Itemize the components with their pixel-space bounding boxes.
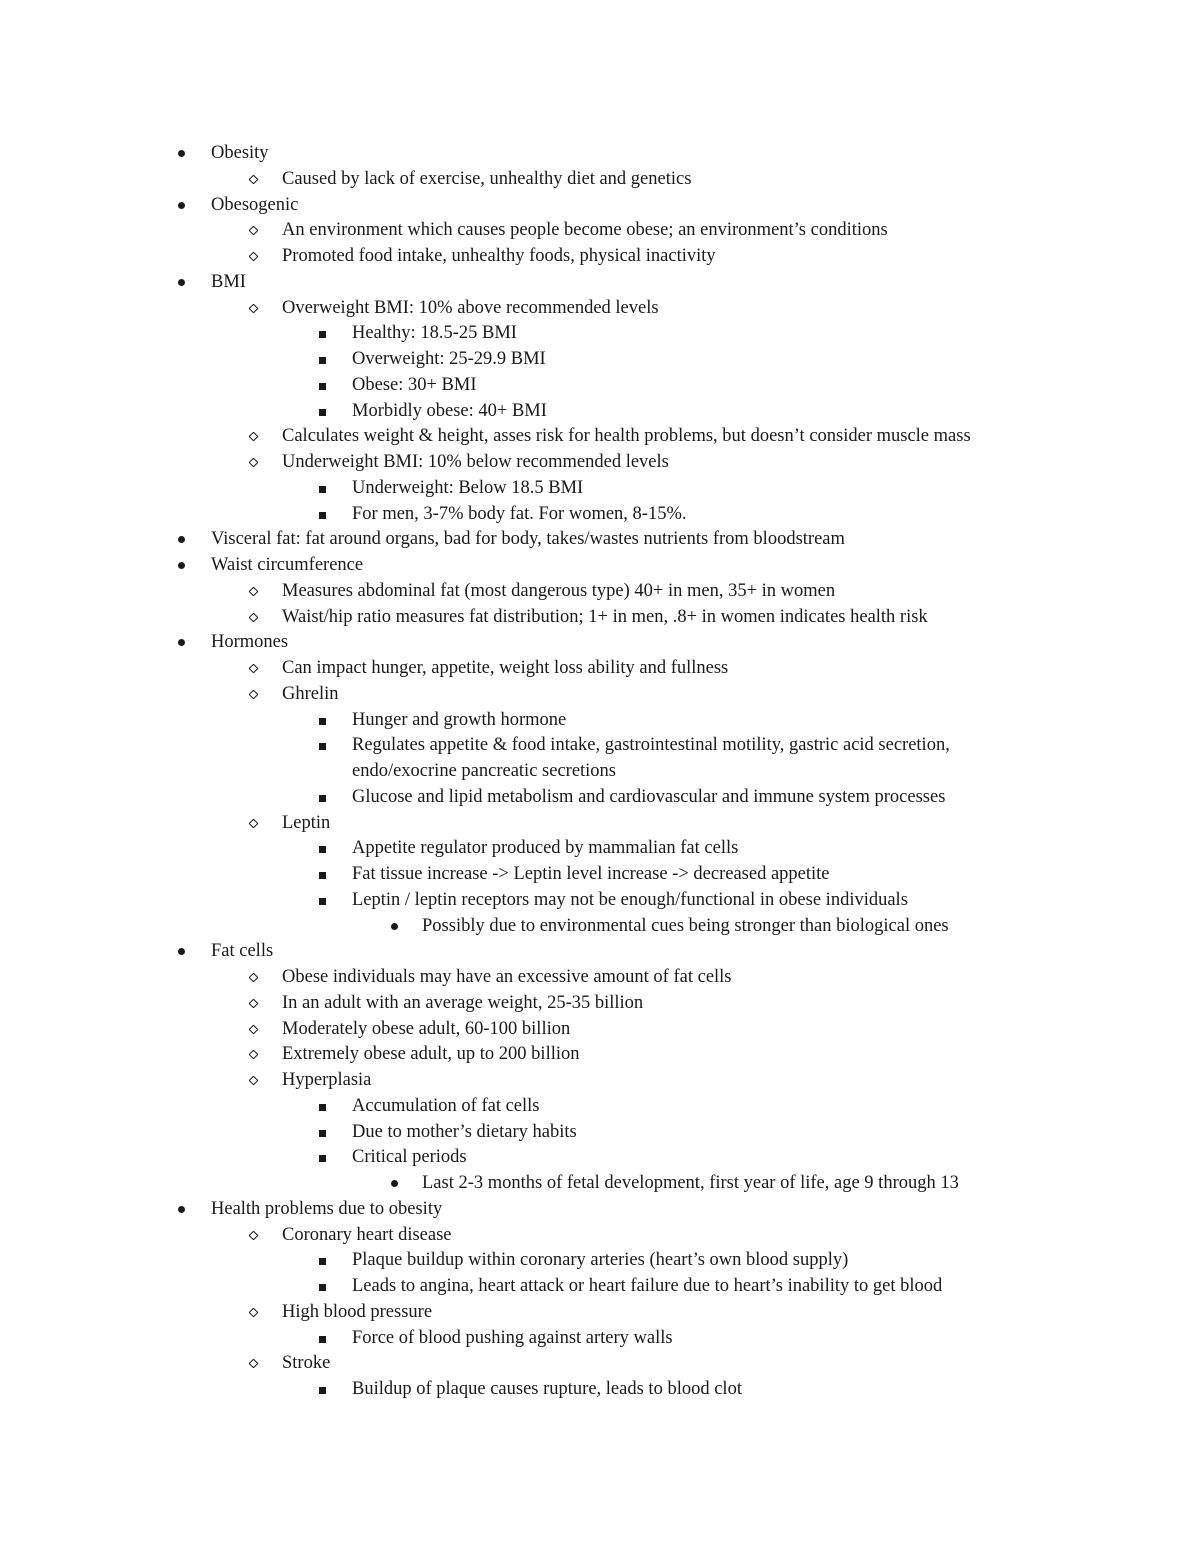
outline-item-level-2 — [0, 733, 1200, 785]
outline-item-text: Regulates appetite & food intake, gastrointestinal motility, gastric acid secretion, endo/exocrine pancreatic secretions — [352, 735, 950, 781]
outline-item-text: Visceral fat: fat around organs, bad for body, takes/wastes nutrients from bloodstream — [211, 529, 845, 550]
outline-item-text: Waist/hip ratio measures fat distribution; 1+ in men, .8+ in women indicates health risk — [282, 606, 928, 627]
outline-item-text: Ghrelin — [282, 683, 339, 704]
outline-item-level-1 — [0, 1068, 1200, 1094]
outline-item-text: Buildup of plaque causes rupture, leads to blood clot — [352, 1379, 742, 1399]
outline-item-level-0 — [0, 1197, 1200, 1223]
outline-item-level-1 — [0, 1300, 1200, 1326]
outline-item-level-1 — [0, 296, 1200, 322]
outline-item-level-1 — [0, 450, 1200, 476]
outline-item-text: Obese individuals may have an excessive amount of fat cells — [282, 967, 732, 987]
outline-item-text: An environment which causes people become obese; an environment’s conditions — [282, 220, 888, 241]
outline-item-level-0 — [0, 630, 1200, 656]
outline-item-level-2 — [0, 476, 1200, 502]
outline-item-text: Healthy: 18.5-25 BMI — [352, 323, 517, 344]
outline-item-level-2 — [0, 502, 1200, 528]
outline-item-level-2 — [0, 1145, 1200, 1171]
outline-item-level-2 — [0, 1274, 1200, 1300]
outline-item-text: Critical periods — [352, 1147, 467, 1168]
outline-item-level-2 — [0, 347, 1200, 373]
outline-item-level-1 — [0, 605, 1200, 631]
outline-item-level-2 — [0, 1377, 1200, 1403]
outline-item-text: High blood pressure — [282, 1301, 433, 1322]
outline-item-level-0 — [0, 270, 1200, 296]
outline-item-level-1 — [0, 1017, 1200, 1043]
outline-item-text: In an adult with an average weight, 25-35 billion — [282, 992, 644, 1013]
outline-item-text: Hormones — [211, 632, 289, 653]
outline-item-level-0 — [0, 527, 1200, 553]
outline-item-level-3 — [0, 914, 1200, 940]
outline-item-level-2 — [0, 321, 1200, 347]
outline-item-level-1 — [0, 167, 1200, 193]
notes-outline — [0, 141, 1200, 1403]
outline-item-text: Extremely obese adult, up to 200 billion — [282, 1044, 580, 1065]
outline-item-text: Obesity — [211, 143, 269, 163]
outline-item-text: Waist circumference — [211, 555, 364, 575]
outline-item-text: Leads to angina, heart attack or heart failure due to heart’s inability to get blood — [352, 1276, 943, 1296]
outline-item-text: Due to mother’s dietary habits — [352, 1121, 577, 1142]
outline-item-level-1 — [0, 656, 1200, 682]
outline-item-text: Hunger and growth hormone — [352, 709, 567, 730]
outline-item-text: Force of blood pushing against artery walls — [352, 1327, 673, 1348]
outline-item-text: Overweight: 25-29.9 BMI — [352, 349, 546, 369]
outline-item-level-1 — [0, 218, 1200, 244]
outline-item-text: Possibly due to environmental cues being stronger than biological ones — [422, 915, 949, 936]
outline-item-level-1 — [0, 1351, 1200, 1377]
outline-item-text: Accumulation of fat cells — [352, 1095, 540, 1116]
outline-item-text: Calculates weight & height, asses risk for health problems, but doesn’t consider muscle mass — [282, 426, 971, 447]
outline-item-text: Caused by lack of exercise, unhealthy diet and genetics — [282, 168, 692, 189]
outline-item-level-2 — [0, 373, 1200, 399]
outline-item-text: Can impact hunger, appetite, weight loss ability and fullness — [282, 658, 729, 678]
outline-item-text: Health problems due to obesity — [211, 1198, 443, 1219]
outline-item-level-3 — [0, 1171, 1200, 1197]
outline-item-level-2 — [0, 785, 1200, 811]
outline-item-level-1 — [0, 811, 1200, 837]
outline-item-text: Leptin — [282, 812, 331, 833]
outline-item-text: Underweight: Below 18.5 BMI — [352, 477, 584, 498]
outline-item-level-1 — [0, 991, 1200, 1017]
outline-item-text: Appetite regulator produced by mammalian fat cells — [352, 838, 739, 859]
outline-item-text: Leptin / leptin receptors may not be enough/functional in obese individuals — [352, 889, 908, 910]
outline-item-text: Fat cells — [211, 941, 274, 962]
outline-item-text: Obese: 30+ BMI — [352, 374, 477, 395]
outline-item-level-0 — [0, 193, 1200, 219]
document-page — [0, 141, 1200, 1403]
outline-item-text: Coronary heart disease — [282, 1224, 452, 1245]
outline-item-text: BMI — [211, 271, 246, 292]
outline-item-level-2 — [0, 1326, 1200, 1352]
outline-item-text: For men, 3-7% body fat. For women, 8-15%. — [352, 503, 687, 524]
outline-item-level-1 — [0, 579, 1200, 605]
outline-item-level-2 — [0, 888, 1200, 914]
outline-item-level-2 — [0, 1248, 1200, 1274]
outline-item-level-1 — [0, 965, 1200, 991]
outline-item-level-2 — [0, 862, 1200, 888]
outline-item-level-0 — [0, 939, 1200, 965]
outline-item-text: Plaque buildup within coronary arteries (heart’s own blood supply) — [352, 1250, 849, 1271]
outline-item-level-0 — [0, 553, 1200, 579]
outline-item-text: Moderately obese adult, 60-100 billion — [282, 1018, 571, 1039]
outline-item-level-1 — [0, 424, 1200, 450]
outline-item-text: Hyperplasia — [282, 1070, 372, 1090]
outline-item-level-2 — [0, 1094, 1200, 1120]
outline-item-level-2 — [0, 836, 1200, 862]
outline-item-text: Measures abdominal fat (most dangerous type) 40+ in men, 35+ in women — [282, 580, 836, 601]
outline-item-text: Morbidly obese: 40+ BMI — [352, 400, 547, 421]
outline-item-level-1 — [0, 244, 1200, 270]
outline-item-level-2 — [0, 1120, 1200, 1146]
outline-item-text: Underweight BMI: 10% below recommended levels — [282, 452, 669, 472]
outline-item-level-2 — [0, 708, 1200, 734]
outline-item-text: Last 2-3 months of fetal development, first year of life, age 9 through 13 — [422, 1173, 959, 1193]
outline-item-text: Fat tissue increase -> Leptin level increase -> decreased appetite — [352, 864, 830, 884]
outline-item-text: Obesogenic — [211, 194, 299, 215]
outline-item-level-0 — [0, 141, 1200, 167]
outline-item-level-1 — [0, 1223, 1200, 1249]
outline-item-text: Overweight BMI: 10% above recommended levels — [282, 297, 659, 318]
outline-item-level-2 — [0, 399, 1200, 425]
outline-item-text: Glucose and lipid metabolism and cardiovascular and immune system processes — [352, 786, 946, 807]
outline-item-level-1 — [0, 682, 1200, 708]
outline-item-level-1 — [0, 1042, 1200, 1068]
outline-item-text: Stroke — [282, 1353, 331, 1374]
outline-item-text: Promoted food intake, unhealthy foods, physical inactivity — [282, 246, 716, 266]
